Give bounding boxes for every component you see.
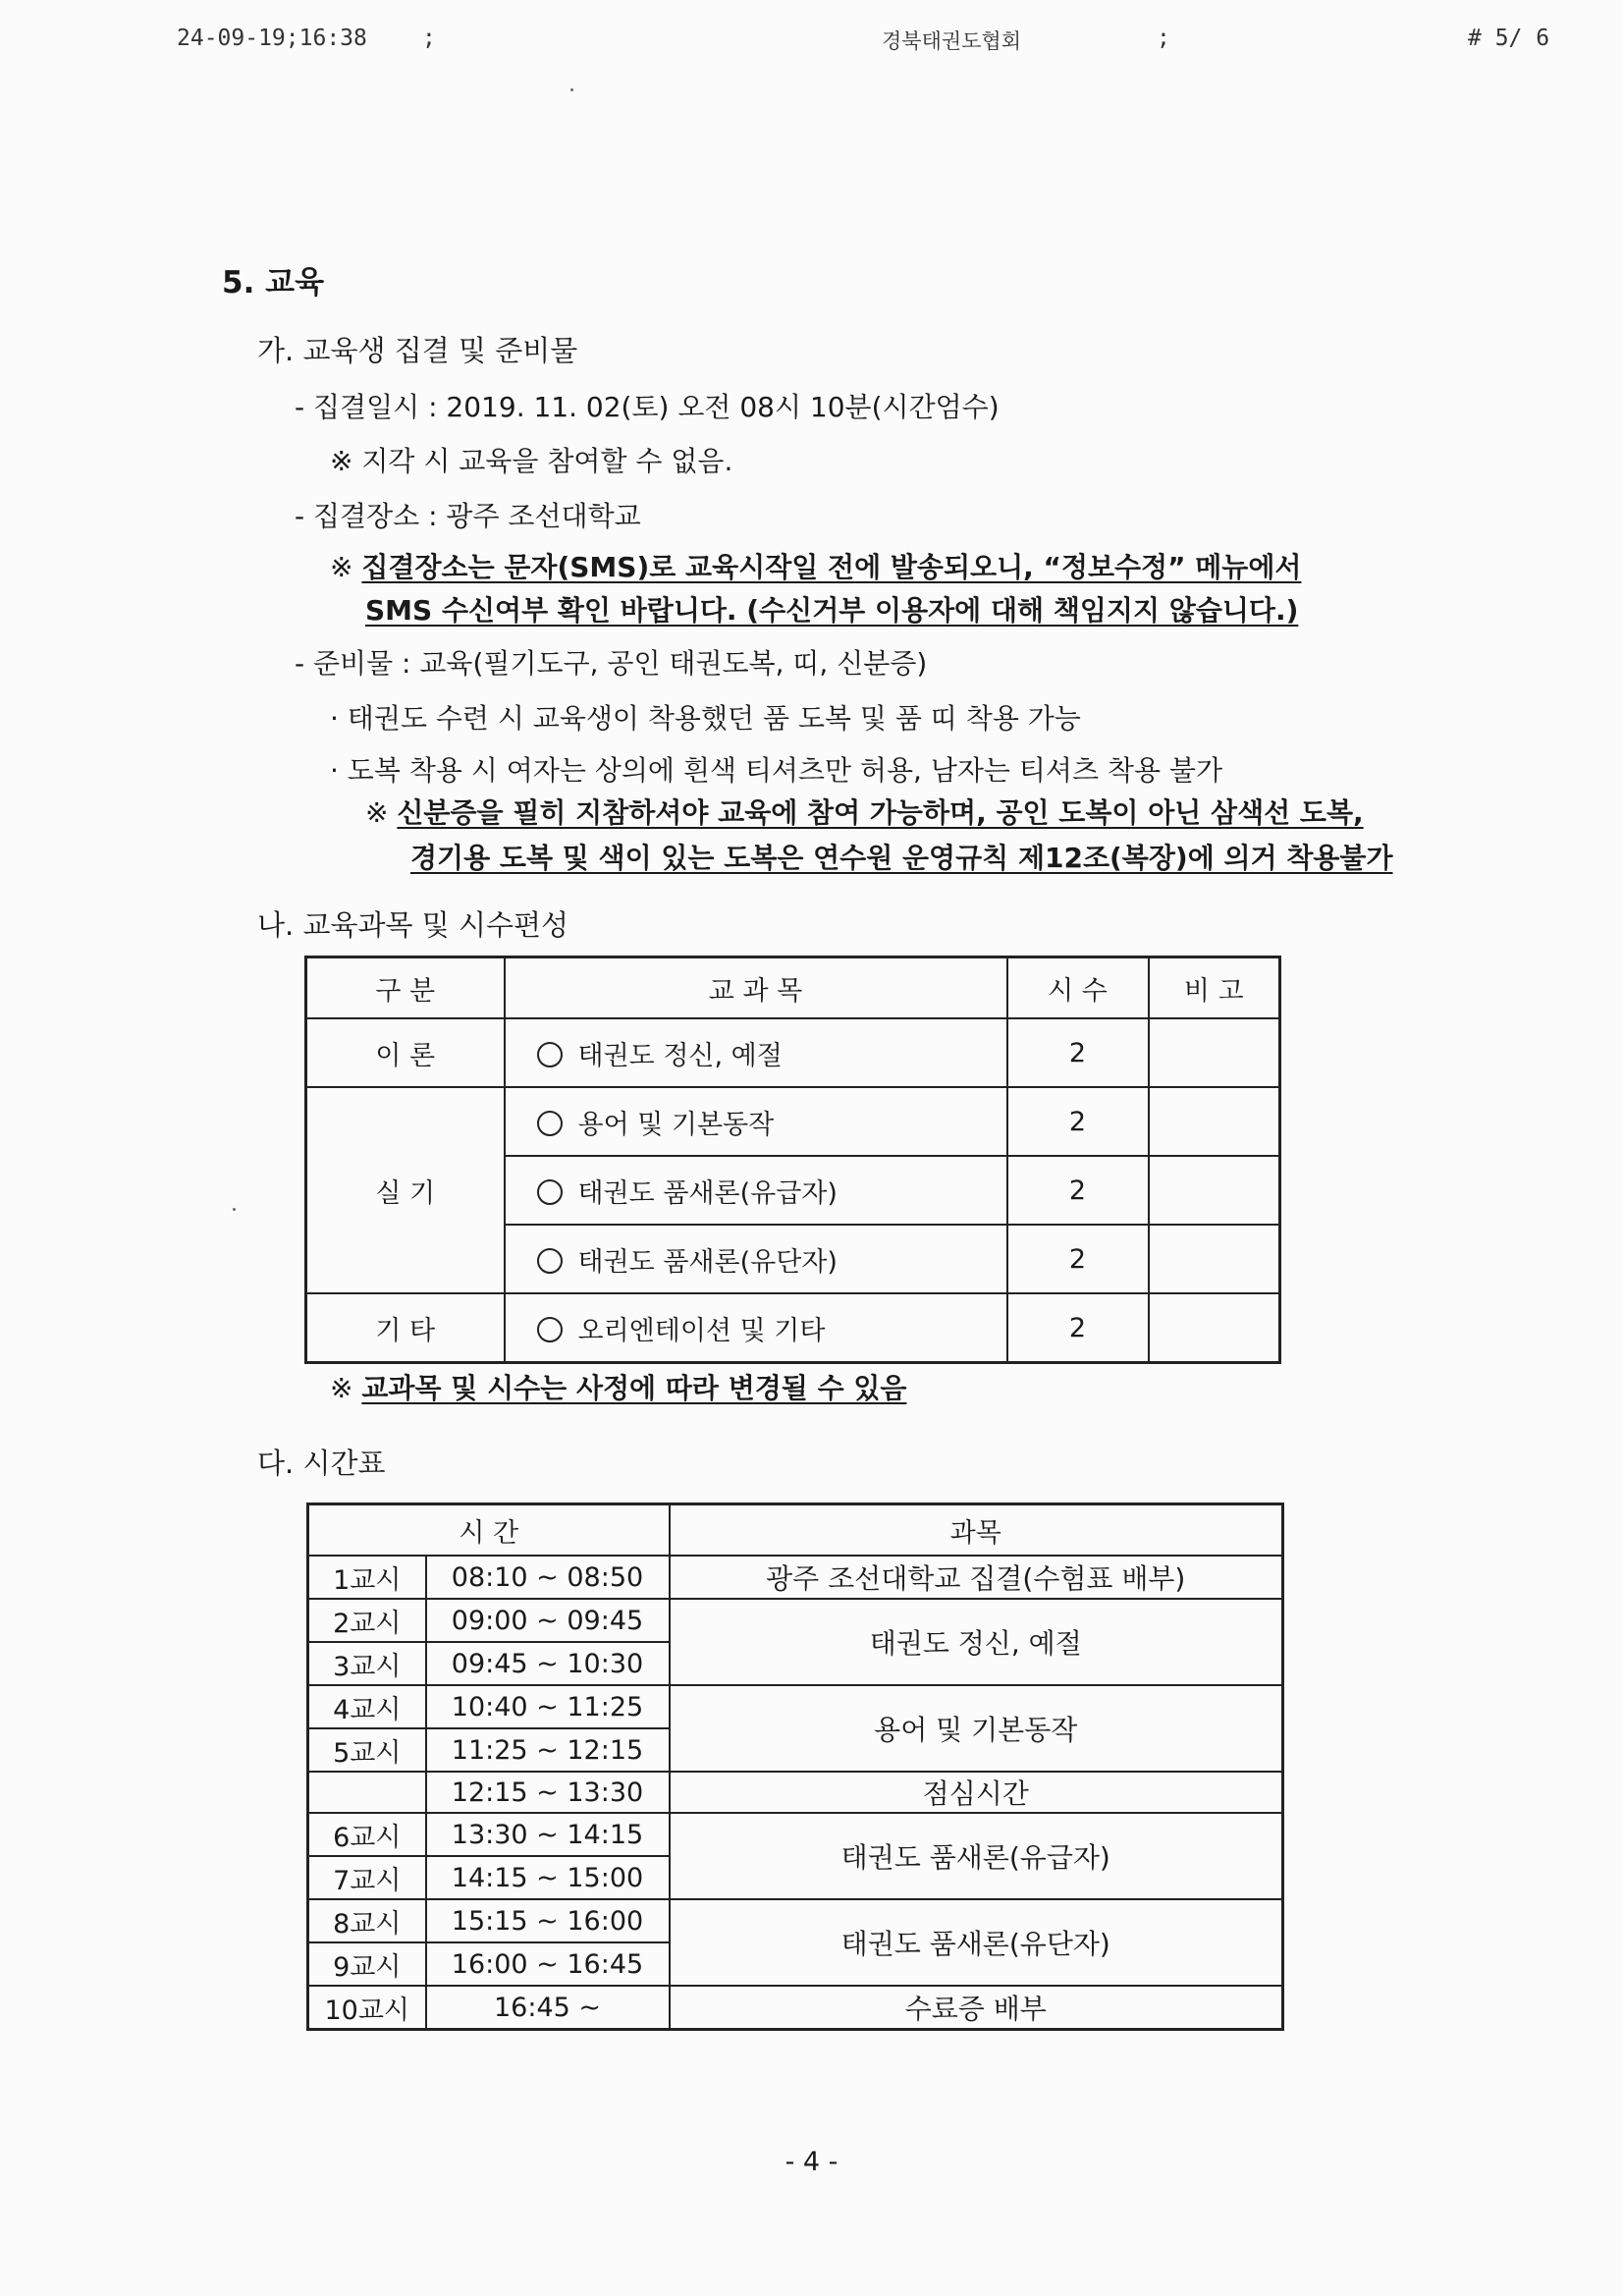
- subject-cell: 태권도 정신, 예절: [577, 1040, 783, 1071]
- curriculum-heading: 나. 교육과목 및 시수편성: [257, 908, 569, 942]
- sms-note-text: 집결장소는 문자(SMS)로 교육시작일 전에 발송되오니, “정보수정” 메뉴에서: [361, 551, 1302, 583]
- period-cell: [308, 1772, 426, 1813]
- period-cell: 3교시: [308, 1642, 426, 1685]
- id-note-line-2: 경기용 도복 및 색이 있는 도복은 연수원 운영규칙 제12조(복장)에 의거 착용불가: [410, 842, 1393, 874]
- table-row: [306, 1018, 1280, 1087]
- fax-header: [0, 26, 1623, 65]
- subject-cell: 용어 및 기본동작: [577, 1109, 775, 1140]
- curriculum-note: [330, 1367, 906, 1406]
- subject-cell: 오리엔테이션 및 기타: [577, 1315, 826, 1346]
- time-cell: 16:00 ~ 16:45: [426, 1942, 670, 1986]
- time-cell: 09:45 ~ 10:30: [426, 1642, 670, 1685]
- sms-note-line-2: SMS 수신여부 확인 바랍니다. (수신거부 이용자에 대해 책임지지 않습니다.): [365, 594, 1299, 627]
- late-note: ※ 지각 시 교육을 참여할 수 없음.: [330, 445, 733, 477]
- time-cell: 08:10 ~ 08:50: [426, 1556, 670, 1599]
- table-row: [308, 1986, 1283, 2030]
- table-row: [308, 1685, 1283, 1728]
- time-cell: 13:30 ~ 14:15: [426, 1813, 670, 1856]
- time-cell: 09:00 ~ 09:45: [426, 1599, 670, 1642]
- subject-cell: 태권도 정신, 예절: [670, 1599, 1283, 1685]
- curriculum-note-text: 교과목 및 시수는 사정에 따라 변경될 수 있음: [361, 1372, 907, 1404]
- time-cell: 10:40 ~ 11:25: [426, 1685, 670, 1728]
- assembly-heading: 가. 교육생 집결 및 준비물: [257, 334, 578, 367]
- hours-cell: 2: [1007, 1018, 1149, 1087]
- remarks-cell: [1149, 1293, 1280, 1363]
- subject-cell: 태권도 품새론(유단자): [670, 1899, 1283, 1986]
- header-subject: 교 과 목: [505, 957, 1007, 1019]
- remarks-cell: [1149, 1225, 1280, 1293]
- scan-speck: [233, 1208, 236, 1211]
- period-cell: 2교시: [308, 1599, 426, 1642]
- curriculum-table: [304, 956, 1281, 1364]
- id-note-text: 신분증을 필히 지참하셔야 교육에 참여 가능하며, 공인 도복이 아닌 삼색선 도복,: [397, 796, 1364, 829]
- period-cell: 5교시: [308, 1728, 426, 1772]
- time-cell: 15:15 ~ 16:00: [426, 1899, 670, 1942]
- subject-cell: 태권도 품새론(유급자): [670, 1813, 1283, 1899]
- page-number: - 4 -: [784, 2147, 839, 2177]
- supplies-bullet: · 도복 착용 시 여자는 상의에 흰색 티셔츠만 허용, 남자는 티셔츠 착용 불가: [330, 754, 1223, 787]
- remarks-cell: [1149, 1156, 1280, 1225]
- assembly-datetime: - 집결일시 : 2019. 11. 02(토) 오전 08시 10분(시간엄수): [295, 391, 1000, 423]
- period-cell: 8교시: [308, 1899, 426, 1942]
- remarks-cell: [1149, 1087, 1280, 1156]
- hours-cell: 2: [1007, 1293, 1149, 1363]
- note-mark: ※: [330, 551, 353, 583]
- period-cell: 9교시: [308, 1942, 426, 1986]
- period-cell: 4교시: [308, 1685, 426, 1728]
- scan-speck: [570, 88, 573, 91]
- circle-icon: [537, 1317, 563, 1342]
- header-hours: 시 수: [1007, 957, 1149, 1019]
- table-row: [308, 1599, 1283, 1642]
- header-subject: 과목: [670, 1504, 1283, 1557]
- fax-separator: ;: [1157, 26, 1170, 51]
- supplies-bullet: · 태권도 수련 시 교육생이 착용했던 품 도복 및 품 띠 착용 가능: [330, 702, 1081, 735]
- id-note-line-1: [365, 792, 1364, 831]
- sms-note-line-1: [330, 546, 1301, 585]
- category-cell: 실 기: [306, 1087, 505, 1293]
- hours-cell: 2: [1007, 1156, 1149, 1225]
- header-category: 구 분: [306, 957, 505, 1019]
- circle-icon: [537, 1248, 563, 1274]
- note-mark: ※: [330, 1372, 353, 1404]
- table-header-row: [306, 957, 1280, 1019]
- subject-cell: 점심시간: [670, 1772, 1283, 1813]
- category-cell: 기 타: [306, 1293, 505, 1363]
- subject-cell: 광주 조선대학교 집결(수험표 배부): [670, 1556, 1283, 1599]
- table-header-row: [308, 1504, 1283, 1557]
- circle-icon: [537, 1042, 563, 1067]
- assembly-place: - 집결장소 : 광주 조선대학교: [295, 500, 641, 532]
- period-cell: 10교시: [308, 1986, 426, 2030]
- fax-sender: 경북태권도협회: [882, 29, 1022, 53]
- table-row: [306, 1293, 1280, 1363]
- circle-icon: [537, 1179, 563, 1205]
- table-row: [308, 1772, 1283, 1813]
- fax-timestamp: 24-09-19;16:38: [177, 26, 367, 51]
- time-cell: 11:25 ~ 12:15: [426, 1728, 670, 1772]
- time-cell: 16:45 ~: [426, 1986, 670, 2030]
- period-cell: 1교시: [308, 1556, 426, 1599]
- supplies-line: - 준비물 : 교육(필기도구, 공인 태권도복, 띠, 신분증): [295, 647, 928, 680]
- circle-icon: [537, 1111, 563, 1136]
- note-mark: ※: [365, 796, 389, 829]
- table-row: [308, 1556, 1283, 1599]
- header-remarks: 비 고: [1149, 957, 1280, 1019]
- hours-cell: 2: [1007, 1087, 1149, 1156]
- table-row: [306, 1087, 1280, 1156]
- timetable-table: [306, 1503, 1284, 2031]
- fax-separator: ;: [422, 26, 436, 51]
- subject-cell: 수료증 배부: [670, 1986, 1283, 2030]
- timetable-heading: 다. 시간표: [257, 1447, 386, 1480]
- table-row: [308, 1899, 1283, 1942]
- fax-page: # 5/ 6: [1468, 26, 1550, 51]
- period-cell: 7교시: [308, 1856, 426, 1899]
- remarks-cell: [1149, 1018, 1280, 1087]
- category-cell: 이 론: [306, 1018, 505, 1087]
- section-title: 5. 교육: [222, 265, 325, 301]
- subject-cell: 태권도 품새론(유급자): [577, 1177, 838, 1209]
- header-time: 시 간: [308, 1504, 670, 1557]
- period-cell: 6교시: [308, 1813, 426, 1856]
- subject-cell: 용어 및 기본동작: [670, 1685, 1283, 1772]
- table-row: [308, 1813, 1283, 1856]
- subject-cell: 태권도 품새론(유단자): [577, 1246, 838, 1278]
- time-cell: 12:15 ~ 13:30: [426, 1772, 670, 1813]
- time-cell: 14:15 ~ 15:00: [426, 1856, 670, 1899]
- hours-cell: 2: [1007, 1225, 1149, 1293]
